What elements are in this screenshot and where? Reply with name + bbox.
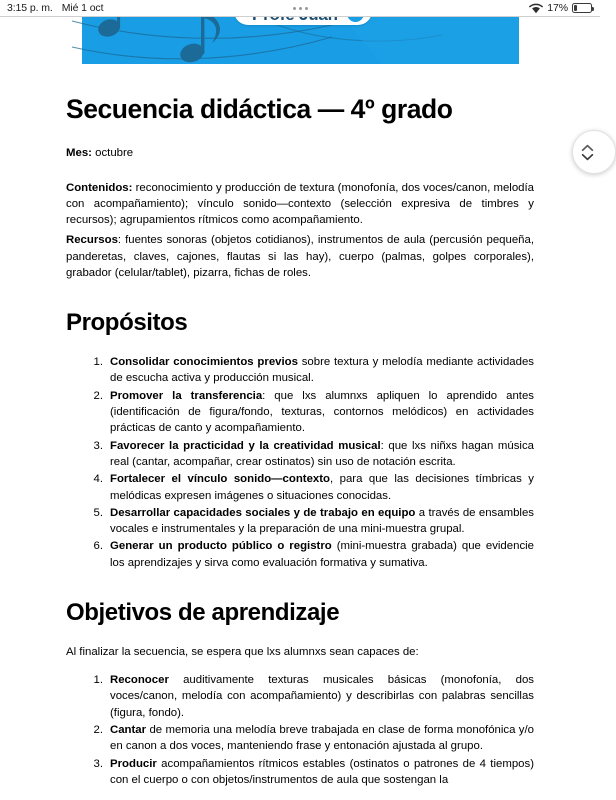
list-item-text: auditivamente texturas musicales básicas (monofonía, dos voces/canon, melodía con acompañamiento) y describirlas con palabras sencillas (figura, fondo).	[110, 674, 534, 719]
status-bar-right	[529, 2, 592, 14]
three-dots-icon	[299, 7, 302, 10]
status-time: 3:15 p. m.	[7, 2, 53, 14]
list-item	[66, 722, 534, 755]
status-bar	[0, 0, 600, 17]
objetivos-list	[66, 672, 534, 788]
list-item-text: : que lxs alumnxs apliquen lo aprendido antes (identificación de figura/fondo, texturas, contornos melódicos) en actividades prácticas de canto y acompañamiento.	[110, 389, 534, 435]
objetivos-lead: Al finalizar la secuencia, se espera que lxs alumnxs sean capaces de:	[66, 645, 419, 658]
list-item	[66, 672, 534, 721]
paragraph-recursos	[66, 232, 534, 281]
chevron-down-icon[interactable]	[581, 153, 594, 161]
list-item-bold: Producir	[110, 757, 157, 770]
document-page	[0, 17, 600, 800]
list-item-text: : que lxs niñxs hagan música real (cantar, acompañar, crear ostinatos) sin uso de notación escrita.	[110, 439, 534, 468]
meta-mes-label: Mes:	[66, 147, 92, 160]
battery-percent-label: 17%	[547, 2, 568, 14]
list-item-text: , para que las decisiones tímbricas y melódicas expresen imágenes o situaciones conocidas.	[110, 473, 534, 502]
list-item	[66, 756, 534, 789]
status-date: Mié 1 oct	[61, 2, 104, 14]
chevron-up-icon[interactable]	[581, 144, 594, 152]
three-dots-icon	[293, 7, 296, 10]
list-item	[66, 538, 534, 571]
recursos-label: Recursos	[66, 234, 118, 247]
section-title-objetivos: Objetivos de aprendizaje	[66, 599, 340, 626]
paragraph-contenidos	[66, 180, 534, 229]
list-item-bold: Desarrollar capacidades sociales y de trabajo en equipo	[110, 506, 416, 519]
document-content	[66, 64, 534, 788]
list-item	[66, 471, 534, 504]
battery-icon	[572, 3, 592, 13]
list-item-text: a través de ensambles vocales e instrumentales y la preparación de una mini-muestra grupal.	[110, 506, 534, 536]
list-item-text: (mini-muestra grabada) que evidencie los aprendizajes y sirva como evaluación formativa y sumativa.	[110, 540, 535, 569]
list-item-text: de memoria una melodía breve trabajada en clase de forma monofónica y/o en canon a dos voces, manteniendo frase y entonación ajustada al grupo.	[110, 723, 534, 753]
list-item	[66, 438, 534, 471]
list-item-bold: Favorecer la practicidad y la creatividad musical	[110, 439, 381, 452]
list-item-text: acompañamientos rítmicos estables (ostinatos o patrones de 4 tiempos) con el cuerpo o con objetos/instrumentos de aula que sostengan la	[110, 757, 534, 786]
header-banner-image	[82, 17, 519, 64]
section-title-propositos: Propósitos	[66, 309, 188, 337]
list-item-bold: Promover la transferencia	[110, 389, 263, 402]
list-item	[66, 354, 534, 387]
wifi-icon	[529, 3, 543, 14]
list-item	[66, 505, 534, 538]
meta-mes-value: octubre	[91, 147, 134, 160]
recursos-text: : fuentes sonoras (objetos cotidianos), instrumentos de aula (percusión pequeña, panderetas, claves, cajones, flautas si las hay), cuerpo (palmas, golpes corporales), grabador (celular/tablet), pizarra, fichas de roles.	[66, 234, 534, 280]
list-item-bold: Generar un producto público o registro	[110, 540, 332, 553]
contenidos-text: reconocimiento y producción de textura (monofonía, dos voces/canon, melodía con acompañamiento); vínculo sonido—contexto (selección expresiva de timbres y recursos); agrupamientos rítmicos como acompañamiento.	[66, 181, 534, 227]
list-item	[66, 388, 534, 437]
list-item-bold: Cantar	[110, 723, 147, 736]
three-dots-icon	[305, 7, 308, 10]
status-bar-left	[0, 2, 103, 14]
contenidos-label: Contenidos:	[66, 181, 133, 194]
list-item-text: sobre textura y melodía mediante actividades de escucha activa y producción musical.	[110, 356, 535, 385]
list-item-bold: Fortalecer el vínculo sonido—contexto	[110, 473, 331, 486]
list-item-bold: Reconocer	[110, 674, 169, 687]
meta-mes	[66, 145, 534, 161]
list-item-bold: Consolidar conocimientos previos	[110, 356, 298, 369]
scroll-jump-button[interactable]	[572, 130, 616, 174]
page-title: Secuencia didáctica — 4º grado	[66, 94, 453, 124]
propositos-list	[66, 354, 534, 571]
